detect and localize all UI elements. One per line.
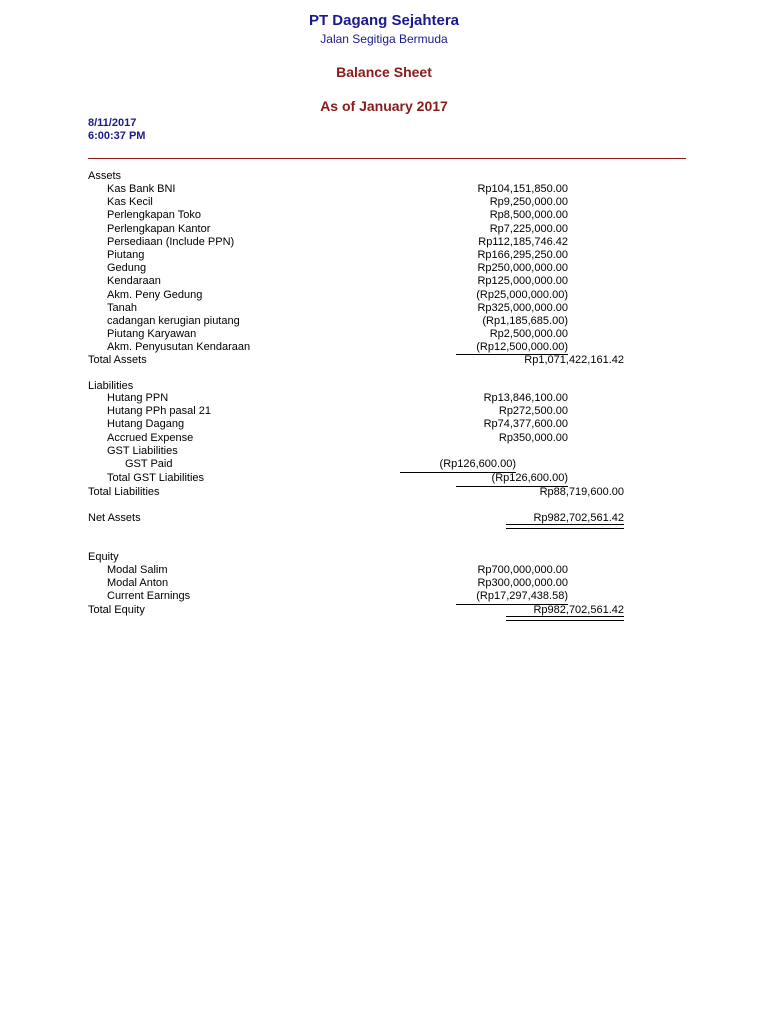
line-item-label: Hutang PPh pasal 21 (107, 405, 211, 418)
line-item-value: Rp8,500,000.00 (489, 209, 568, 222)
line-item-value: Rp700,000,000.00 (477, 564, 568, 576)
line-item-value: Rp112,185,746.42 (478, 235, 568, 248)
net-assets-value: Rp982,702,561.42 (533, 512, 624, 524)
total-liabilities-value: Rp88,719,600.00 (539, 486, 624, 498)
header-divider (88, 158, 686, 159)
gst-paid-value: (Rp126,600.00) (439, 458, 516, 470)
line-item-value: Rp272,500.00 (498, 405, 568, 418)
net-assets-double-underline (506, 524, 624, 529)
total-gst-liabilities-label: Total GST Liabilities (107, 472, 205, 484)
report-title: Balance Sheet (336, 64, 432, 80)
gst-liabilities-heading: GST Liabilities (107, 445, 178, 457)
line-item-value: (Rp25,000,000.00) (476, 288, 568, 301)
line-item-label: Accrued Expense (107, 431, 194, 444)
line-item-value: (Rp17,297,438.58) (476, 590, 568, 603)
line-item-label: Piutang Karyawan (107, 328, 197, 341)
line-item-label: cadangan kerugian piutang (107, 315, 240, 327)
company-address: Jalan Segitiga Bermuda (320, 32, 448, 46)
gst-paid-label: GST Paid (125, 458, 173, 470)
line-item-value: Rp125,000,000.00 (477, 275, 568, 288)
line-item-label: Perlengkapan Kantor (107, 222, 211, 235)
line-item-value: Rp300,000,000.00 (477, 577, 568, 590)
line-item-value: Rp350,000.00 (498, 431, 568, 444)
line-item-value: Rp166,295,250.00 (477, 249, 568, 261)
total-liabilities-label: Total Liabilities (88, 486, 160, 498)
assets-heading: Assets (88, 170, 122, 182)
equity-heading: Equity (88, 551, 119, 563)
line-item-value: Rp2,500,000.00 (489, 328, 568, 341)
print-date: 8/11/2017 (88, 117, 137, 129)
line-item-label: Current Earnings (107, 590, 191, 603)
line-item-value: Rp250,000,000.00 (477, 262, 568, 275)
line-item-label: Modal Salim (107, 564, 168, 576)
line-item-label: Kas Kecil (107, 196, 153, 209)
line-item-value: (Rp12,500,000.00) (476, 341, 568, 354)
line-item-label: Hutang PPN (107, 392, 169, 404)
line-item-label: Akm. Peny Gedung (107, 288, 203, 301)
liabilities-heading: Liabilities (88, 380, 134, 392)
line-item-value: Rp325,000,000.00 (477, 301, 568, 314)
line-item-label: Gedung (107, 262, 147, 275)
line-item-label: Kendaraan (107, 275, 161, 288)
total-assets-label: Total Assets (88, 354, 147, 366)
line-item-label: Akm. Penyusutan Kendaraan (107, 341, 251, 354)
line-item-label: Hutang Dagang (107, 418, 185, 431)
line-item-label: Perlengkapan Toko (107, 209, 201, 222)
total-equity-double-underline (506, 616, 624, 621)
print-time: 6:00:37 PM (88, 130, 146, 142)
total-assets-value: Rp1,071,422,161.42 (524, 354, 624, 366)
line-item-value: Rp104,151,850.00 (477, 183, 568, 195)
total-equity-value: Rp982,702,561.42 (533, 604, 624, 616)
net-assets-label: Net Assets (88, 512, 141, 524)
line-item-value: (Rp1,185,685.00) (482, 315, 568, 327)
total-equity-label: Total Equity (88, 604, 145, 616)
line-item-label: Persediaan (Include PPN) (107, 235, 235, 248)
report-period: As of January 2017 (320, 98, 448, 114)
line-item-value: Rp9,250,000.00 (489, 196, 568, 209)
total-gst-liabilities-value: (Rp126,600.00) (491, 472, 568, 484)
line-item-label: Modal Anton (107, 577, 169, 590)
line-item-label: Piutang (107, 249, 145, 261)
line-item-value: Rp7,225,000.00 (489, 222, 568, 235)
line-item-value: Rp13,846,100.00 (483, 392, 568, 404)
line-item-label: Kas Bank BNI (107, 183, 176, 195)
line-item-value: Rp74,377,600.00 (483, 418, 568, 431)
company-name: PT Dagang Sejahtera (308, 12, 460, 29)
line-item-label: Tanah (107, 301, 137, 314)
